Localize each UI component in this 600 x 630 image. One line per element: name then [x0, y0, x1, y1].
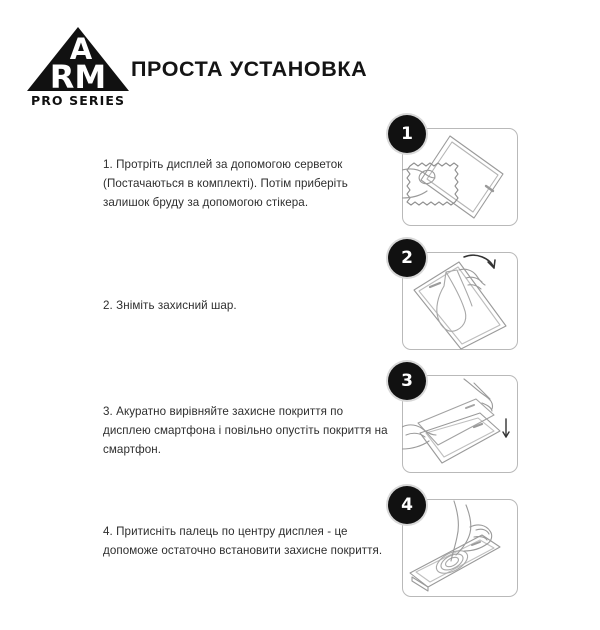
step-description-3: 3. Акуратно вирівняйте захисне покриття по дисплею смартфона і повільно опустіть покриття на смартфон. [103, 405, 388, 456]
step-badge-3: 3 [388, 362, 426, 400]
illustration-panel-2 [401, 248, 518, 350]
step-badge-1: 1 [388, 115, 426, 153]
step-description-1: 1. Протріть дисплей за допомогою серветок (Постачаються в комплекті). Потім приберіть залишок бруду за допомогою стікера. [103, 158, 348, 209]
step-description-2: 2. Зніміть захисний шар. [103, 299, 237, 312]
step-badge-2: 2 [388, 239, 426, 277]
step-badge-4: 4 [388, 486, 426, 524]
illustration-panel-4 [401, 495, 518, 597]
illustration-panel-1 [401, 124, 518, 226]
step-description-4: 4. Притисніть палець по центру дисплея - це допоможе остаточно встановити захисне покриття. [103, 525, 383, 557]
brand-tagline: PRO SERIES [30, 93, 126, 108]
illustration-panel-3 [401, 371, 518, 473]
brand-logo [26, 26, 130, 116]
arm-triangle-logo-icon [26, 26, 130, 92]
page-title: ПРОСТА УСТАНОВКА [131, 57, 368, 81]
